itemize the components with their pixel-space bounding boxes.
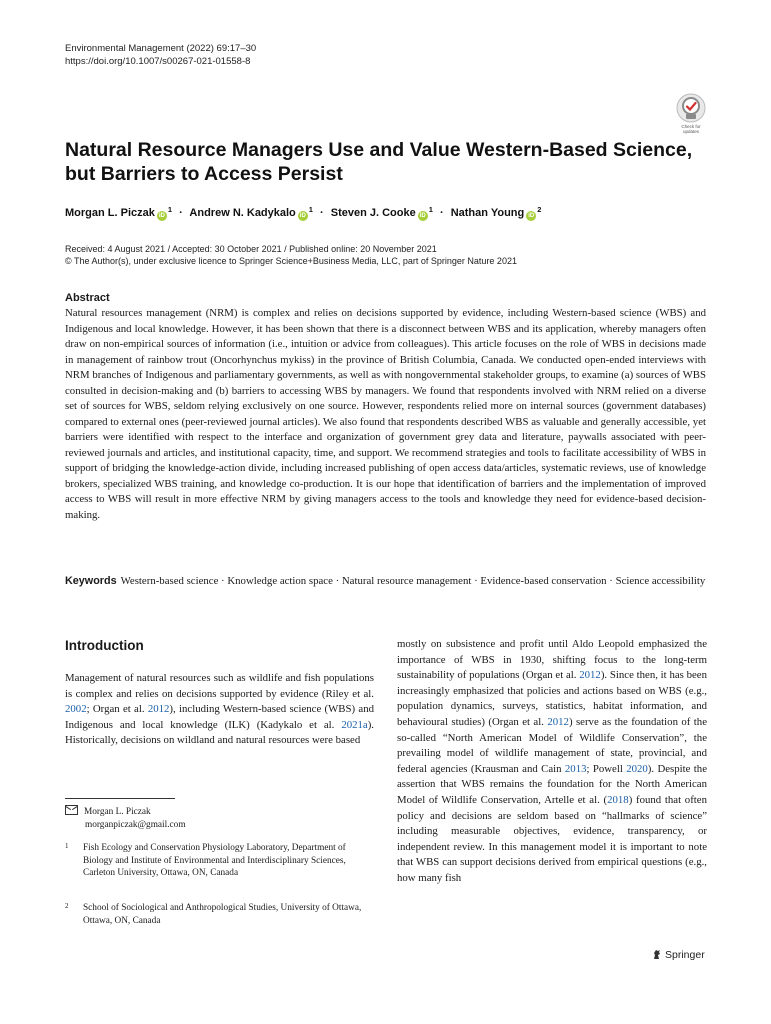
title-line-2: but Barriers to Access Persist: [65, 163, 343, 185]
author-affil: 2: [537, 205, 542, 214]
intro-paragraph-1: Management of natural resources such as wildlife and fish populations is complex and relies on decisions supported by evidence (Riley et al. 2002; Organ et al. 2012), including Western-based science (WBS) and Indigenous and local knowledge (ILK) (Kadykalo et al. 2021a). Historically, decisions on wildland and natural resources were based: [65, 672, 374, 747]
affiliation-text: School of Sociological and Anthropological Studies, University of Ottawa, Ottawa, ON, Canada: [83, 903, 362, 926]
correspondence-note: [65, 805, 186, 831]
citation-link[interactable]: 2012: [579, 669, 601, 682]
envelope-icon: [65, 805, 78, 815]
check-for-updates-label: Check for updates: [681, 124, 701, 134]
affiliation-text: Fish Ecology and Conservation Physiology Laboratory, Department of Biology and Institute of Environmental and Interdisciplinary Sciences, Carleton University, Ottawa, ON, Canada: [83, 843, 346, 878]
copyright-notice: © The Author(s), under exclusive licence to Springer Science+Business Media, LLC, part of Springer Nature 2021: [65, 256, 517, 266]
citation-link[interactable]: 2012: [147, 703, 170, 716]
orcid-icon[interactable]: iD: [419, 213, 426, 219]
introduction-heading: Introduction: [65, 638, 144, 653]
keywords-heading: Keywords: [65, 575, 117, 587]
orcid-icon[interactable]: iD: [158, 213, 165, 219]
journal-header: [65, 42, 256, 68]
affiliation-1: [65, 842, 365, 880]
author-separator: ·: [439, 207, 444, 219]
author-name[interactable]: Nathan Young: [450, 207, 525, 219]
title-line-1: Natural Resource Managers Use and Value Western-Based Science,: [65, 139, 693, 161]
citation-link[interactable]: 2002: [65, 703, 87, 716]
author-affil: 1: [167, 205, 173, 214]
citation-link[interactable]: 2021a: [341, 718, 368, 731]
keywords-text: Western-based science · Knowledge action space · Natural resource management · Evidence-based conservation · Science accessibility: [120, 575, 706, 587]
doi-link[interactable]: https://doi.org/10.1007/s00267-021-01558-8: [65, 56, 251, 67]
footnote-divider: [65, 798, 175, 799]
correspondence-email[interactable]: morganpiczak@gmail.com: [85, 819, 186, 830]
author-name[interactable]: Morgan L. Piczak: [65, 207, 155, 219]
author-affil: 1: [428, 205, 433, 214]
correspondence-name: Morgan L. Piczak: [84, 807, 151, 817]
author-separator: ·: [179, 207, 183, 219]
affiliation-number: 2: [65, 902, 69, 910]
orcid-icon[interactable]: iD: [299, 213, 306, 219]
left-column: [65, 638, 374, 749]
publication-dates: [65, 243, 517, 267]
author-list: [65, 203, 541, 221]
publisher-name: Springer: [665, 949, 705, 961]
citation-link[interactable]: 2020: [626, 762, 648, 775]
abstract-text: Natural resources management (NRM) is complex and relies on decisions supported by evidence, including Western-based science (WBS) and Indigenous and local knowledge. However, it has been shown that there is a disconnect between WBS and its application, whereby managers often draw on non-empirical sources of information (i.e., intuition or advice from colleagues). This article focuses on the role of WBS in decisions made in management of rainbow trout (Oncorhynchus mykiss) in the province of British Columbia, Canada. We conducted open-ended interviews with NRM branches of Indigenous and parliamentary governments, as well as with nongovernmental stakeholder groups, to examine (a) sources of WBS consulted in decision-making and (b) barriers to accessing WBS by managers. We found that respondents involved with NRM relied on a diverse set of sources for WBS, seldom relying exclusively on one source. However, respondents relied more on internal sources (government databases) compared to external ones (peer-reviewed journal articles). We also found that respondents described WBS as valuable and generally accessible, yet barriers were identified with respect to the interface and organization of government grey data and literature, paywalls associated with peer-reviewed journals and articles, and institutional capacity, time, and support. We recommend strategies and tools to facilitate accessibility of WBS in support of bridging the knowledge-action divide, including increased publishing of open access data/articles, systematic reviews, use of knowledge brokers, specialized WBS training, and knowledge co-production. It is our hope that identification of barriers and the implementation of improved access to WBS will result in more effective NRM by giving managers access to the tools and knowledge they need for evidence-based decision-making.: [65, 307, 706, 521]
publisher-logo: [652, 948, 705, 962]
author-name[interactable]: Andrew N. Kadykalo: [189, 207, 296, 219]
author-name[interactable]: Steven J. Cooke: [330, 207, 416, 219]
journal-citation: Environmental Management (2022) 69:17–30: [65, 43, 257, 54]
springer-horse-icon: [652, 949, 662, 960]
intro-paragraph-2: mostly on subsistence and profit until Aldo Leopold emphasized the importance of WBS in 1930, shifting focus to the long-term sustainability of populations (Organ et al. 2012). Since then, it has been increasingly emphasized that policies and actions based on WBS (e.g., population dynamics, surveys, statistics, habitat information, and behavioural studies) (Organ et al. 2012) serve as the foundation of the so-called “North American Model of Wildlife Conservation”, the prevailing model of wildlife management of state, provincial, and federal agencies (Krausman and Cain 2013; Powell 2020). Despite the assertion that WBS remains the foundation for the North American Model of Wildlife Conservation, Artelle et al. (2018) found that often policy and decisions are seldom based on “hallmarks of science” including measurable objectives, evidence, transparency, or independent review. In this management model it is important to note that WBS can support decisions derived from empirical questions (e.g., how many fish: [397, 638, 708, 884]
citation-link[interactable]: 2018: [607, 793, 629, 806]
orcid-icon[interactable]: iD: [528, 213, 535, 219]
citation-link[interactable]: 2013: [564, 762, 587, 775]
affiliation-2: [65, 902, 365, 927]
abstract-heading: Abstract: [65, 292, 110, 304]
citation-link[interactable]: 2012: [547, 715, 569, 728]
history-dates: Received: 4 August 2021 / Accepted: 30 October 2021 / Published online: 20 November 2021: [65, 244, 437, 254]
article-title: [65, 138, 693, 186]
author-separator: ·: [320, 207, 324, 219]
check-for-updates-icon[interactable]: [676, 93, 706, 123]
author-affil: 1: [308, 205, 313, 214]
right-column: [397, 637, 707, 887]
keywords: [65, 574, 706, 590]
affiliation-number: 1: [65, 842, 69, 850]
